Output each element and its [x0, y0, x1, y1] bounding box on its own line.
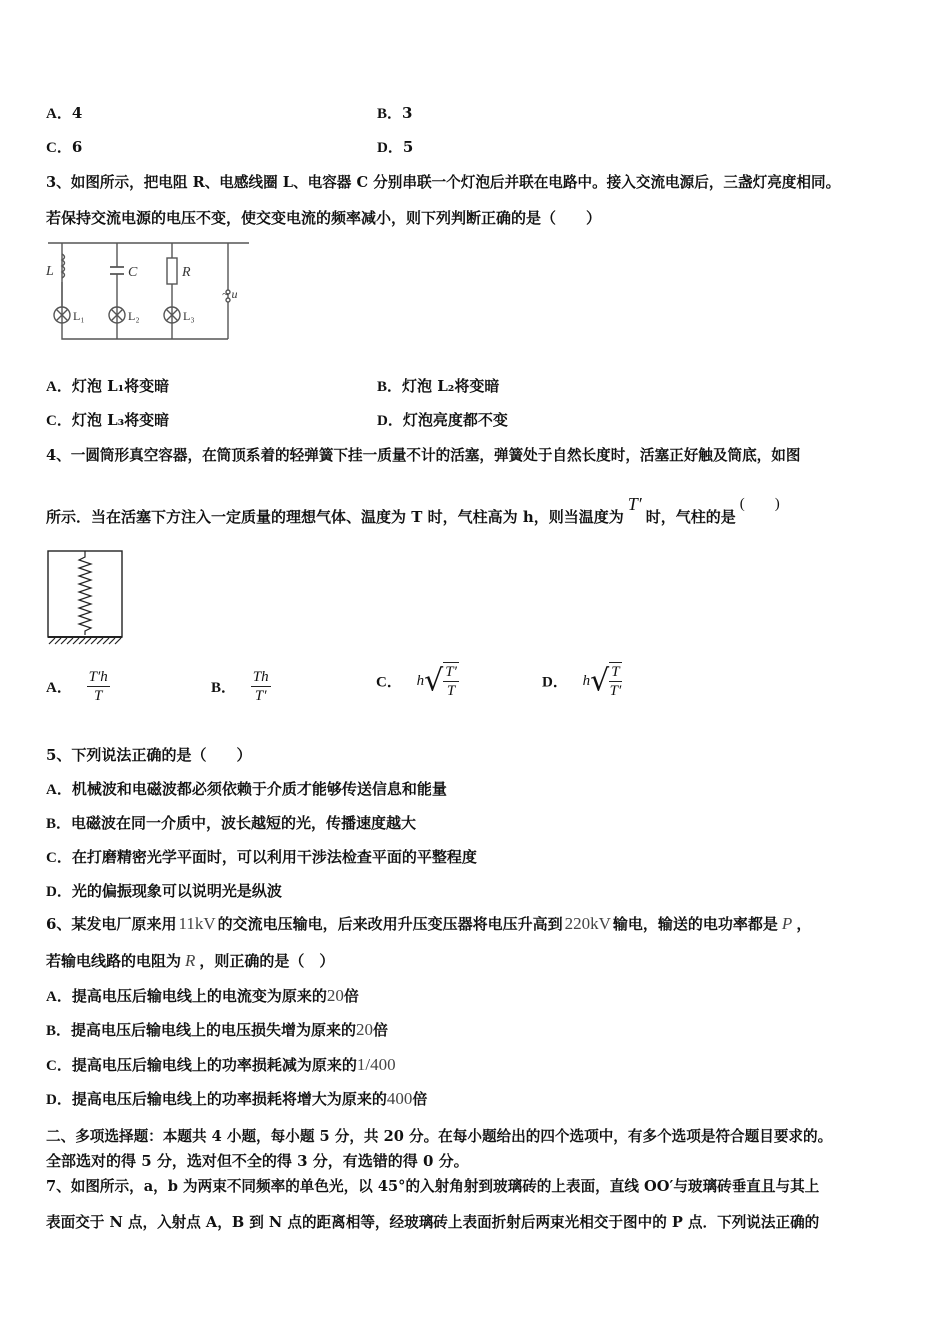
q3-option-d[interactable] [377, 409, 508, 430]
option-text: 机械波和电磁波都必须依赖于介质才能够传送信息和能量 [71, 780, 447, 798]
fraction: $\frac{T}{T'}$ [609, 664, 622, 699]
q6-text: ， [796, 915, 812, 933]
q7-stem-line2: 表面交于 N 点，入射点 A，B 到 N 点的距离相等，经玻璃砖上表面折射后两束光相交于图中的 P 点．下列说法正确的 [46, 1214, 820, 1231]
q2-option-b[interactable] [377, 102, 412, 123]
q4-stem-line1: 4、一圆筒形真空容器，在筒顶系着的轻弹簧下挂一质量不计的活塞，弹簧处于自然长度时，活塞正好触及筒底，如图 [46, 447, 801, 464]
q6-text: ，则正确的是（ ） [199, 952, 335, 970]
q3-option-c[interactable] [46, 409, 169, 430]
option-text: 在打磨精密光学平面时，可以利用干涉法检查平面的平整程度 [71, 848, 477, 866]
option-key: C． [46, 1058, 72, 1074]
label-L2: L₂ [128, 309, 140, 323]
option-text-suffix: 倍 [343, 987, 359, 1005]
option-text: 灯泡 L₂将变暗 [402, 377, 500, 395]
option-key: C． [376, 674, 402, 691]
q5-option-c[interactable] [46, 846, 477, 867]
option-key: C． [46, 140, 72, 156]
q6-power-symbol: P [781, 914, 793, 933]
option-text-suffix: 倍 [373, 1021, 389, 1039]
q3-stem-line2: 若保持交流电源的电压不变，使交变电流的频率减小，则下列判断正确的是（ ） [46, 209, 602, 227]
option-key: B． [46, 1023, 72, 1039]
q5-stem: 5、下列说法正确的是（ ） [46, 746, 252, 764]
fraction: $\frac{Th}{T'}$ [252, 669, 269, 704]
q2-option-d[interactable] [377, 136, 413, 157]
q4-option-c[interactable] [376, 662, 459, 700]
capacitor-plates [110, 267, 124, 274]
section2-heading-line2: 全部选对的得 5 分，选对但不全的得 3 分，有选错的得 0 分。 [46, 1152, 469, 1170]
label-C: C [128, 265, 138, 280]
sqrt-icon: √ [590, 663, 610, 699]
q6-option-a[interactable] [46, 985, 359, 1006]
math-h: h [416, 672, 425, 689]
q3-circuit-diagram [44, 240, 254, 346]
q4-stem-text: 所示．当在活塞下方注入一定质量的理想气体、温度为 T 时，气柱高为 h，则当温度为 [46, 508, 624, 526]
option-text: 提高电压后输电线上的功率损耗将增大为原来的 [71, 1090, 387, 1108]
ground-hatch [49, 638, 121, 644]
option-key: D． [377, 413, 403, 429]
option-number: 20 [326, 986, 344, 1005]
sqrt-icon: √ [424, 663, 444, 699]
q2-option-a[interactable] [46, 102, 82, 123]
q4-cylinder-diagram [46, 550, 126, 646]
label-L: L [46, 264, 54, 279]
q6-text: 若输电线路的电阻为 [46, 952, 182, 970]
option-key: D． [377, 140, 403, 156]
q6-voltage-1: 11kV [178, 914, 216, 933]
option-text: 灯泡 L₃将变暗 [71, 411, 170, 429]
option-key: D． [46, 884, 72, 900]
option-number: 20 [356, 1020, 374, 1039]
q4-stem-line2 [46, 492, 780, 526]
option-key: A． [46, 680, 72, 696]
option-text: 5 [402, 138, 414, 156]
option-text: 灯泡亮度都不变 [402, 411, 508, 429]
q4-answer-paren: ( ) [739, 496, 780, 512]
q4-temp-symbol: T′ [627, 494, 642, 514]
option-text: 提高电压后输电线上的电流变为原来的 [71, 987, 327, 1005]
option-text: 4 [71, 104, 83, 122]
q6-stem-line2 [46, 950, 334, 971]
q6-voltage-2: 220kV [564, 914, 611, 933]
label-L3: L₃ [183, 309, 195, 323]
q4-option-d[interactable] [542, 662, 622, 700]
option-key: D． [542, 674, 568, 691]
q6-option-b[interactable] [46, 1019, 388, 1040]
fraction: $\frac{T'}{T}$ [445, 664, 457, 699]
option-key: C． [46, 850, 72, 866]
option-text: 提高电压后输电线上的功率损耗减为原来的 [71, 1056, 357, 1074]
option-text: 灯泡 L₁将变暗 [71, 377, 170, 395]
q6-option-d[interactable] [46, 1088, 427, 1109]
q5-option-b[interactable] [46, 812, 416, 833]
q6-resistance-symbol: R [185, 951, 196, 970]
q7-stem-line1: 7、如图所示，a，b 为两束不同频率的单色光，以 45°的入射角射到玻璃砖的上表面，直线 OO′与玻璃砖垂直且与其上 [46, 1178, 820, 1195]
q6-stem-line1 [46, 913, 811, 934]
resistor-box [167, 258, 177, 284]
label-L1: L₁ [73, 309, 85, 323]
q4-option-a[interactable] [46, 668, 110, 705]
option-key: B． [211, 680, 237, 696]
option-number: 400 [386, 1089, 413, 1108]
option-key: B． [46, 816, 72, 832]
q3-option-b[interactable] [377, 375, 499, 396]
option-key: D． [46, 1092, 72, 1108]
q2-option-c[interactable] [46, 136, 82, 157]
q6-option-c[interactable] [46, 1054, 396, 1075]
option-text: 电磁波在同一介质中，波长越短的光，传播速度越大 [71, 814, 417, 832]
label-R: R [182, 265, 191, 280]
math-h: h [582, 672, 591, 689]
option-text: 提高电压后输电线上的电压损失增为原来的 [71, 1021, 357, 1039]
label-u: ~ u [222, 287, 238, 301]
option-key: A． [46, 989, 72, 1005]
option-key: A． [46, 379, 72, 395]
fraction: $\frac{T'h}{T}$ [88, 669, 108, 704]
option-key: A． [46, 106, 72, 122]
q4-option-b[interactable] [211, 668, 271, 705]
option-key: B． [377, 106, 403, 122]
q3-stem-line1: 3、如图所示，把电阻 R、电感线圈 L、电容器 C 分别串联一个灯泡后并联在电路中。接入交流电源后，三盏灯亮度相同。 [46, 174, 841, 191]
option-key: B． [377, 379, 403, 395]
option-text: 6 [71, 138, 83, 156]
option-number: 1/400 [356, 1055, 396, 1074]
section2-heading-line1: 二、多项选择题：本题共 4 小题，每小题 5 分，共 20 分。在每小题给出的四个选项中，有多个选项是符合题目要求的。 [46, 1128, 833, 1145]
q6-text: 6、某发电厂原来用 [46, 915, 177, 933]
q6-text: 输电，输送的电功率都是 [612, 915, 778, 933]
q5-option-d[interactable] [46, 880, 282, 901]
option-text-suffix: 倍 [412, 1090, 428, 1108]
q6-text: 的交流电压输电，后来改用升压变压器将电压升高到 [217, 915, 563, 933]
q5-option-a[interactable] [46, 778, 447, 799]
option-key: A． [46, 782, 72, 798]
q3-option-a[interactable] [46, 375, 169, 396]
option-text: 3 [402, 104, 413, 122]
option-key: C． [46, 413, 72, 429]
bottom-wire [62, 243, 228, 339]
q4-stem-text-end: 时，气柱的是 [645, 508, 736, 526]
option-text: 光的偏振现象可以说明光是纵波 [71, 882, 282, 900]
